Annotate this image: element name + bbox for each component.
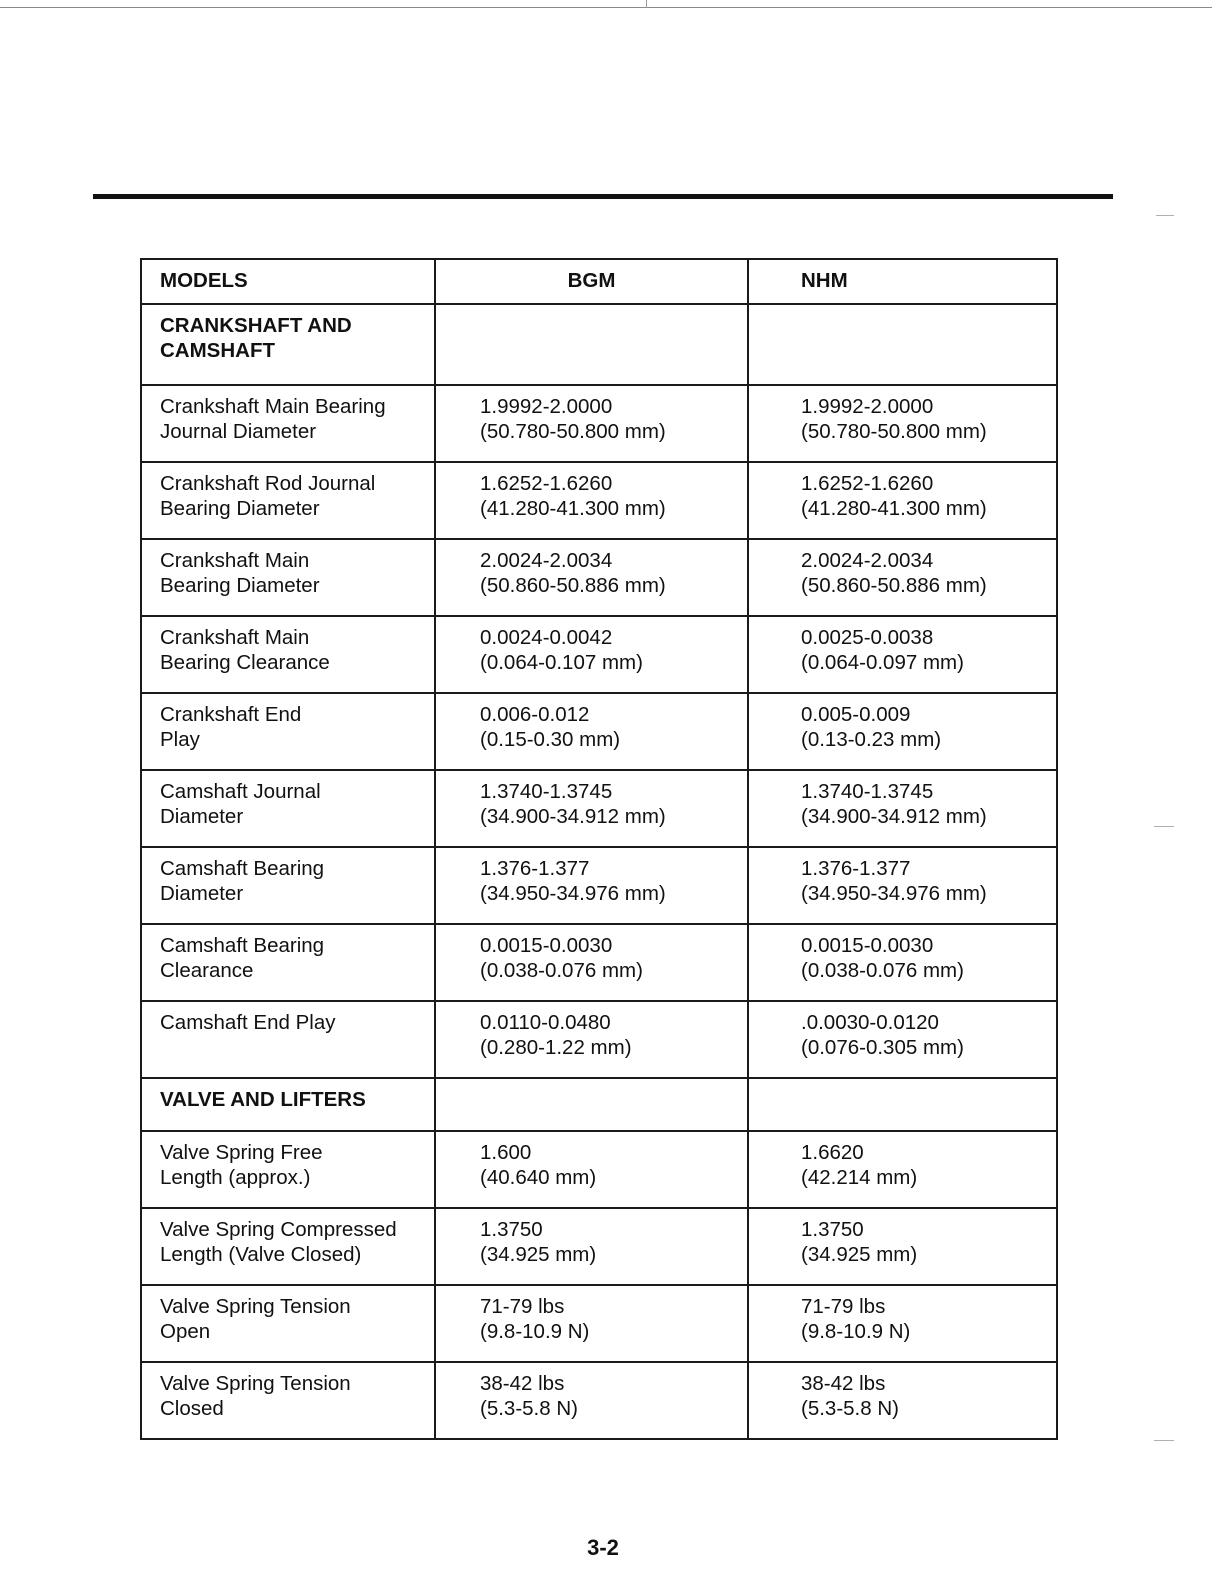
value-line: 38-42 lbs	[801, 1372, 886, 1395]
nhm-value-cell	[748, 1208, 1057, 1285]
bgm-value-cell	[435, 847, 748, 924]
value-line: 1.3740-1.3745	[801, 780, 934, 803]
spec-line: Bearing Diameter	[160, 574, 320, 597]
nhm-value-cell	[748, 1131, 1057, 1208]
spec-name-cell	[141, 924, 435, 1001]
spec-line: Clearance	[160, 959, 254, 982]
bgm-value-cell	[435, 539, 748, 616]
section-title-line: CAMSHAFT	[160, 339, 276, 362]
spec-name-cell	[141, 1001, 435, 1078]
section-title-line: CRANKSHAFT AND	[160, 314, 352, 337]
value-line: 1.3750	[480, 1218, 543, 1241]
bgm-value-cell	[435, 1362, 748, 1439]
value-line: (0.076-0.305 mm)	[801, 1036, 964, 1059]
section-row-valve	[141, 1078, 1057, 1131]
value-line: (9.8-10.9 N)	[801, 1320, 911, 1343]
spec-line: Valve Spring Compressed	[160, 1218, 397, 1241]
models-header: MODELS	[141, 259, 435, 304]
value-line: 0.0024-0.0042	[480, 626, 613, 649]
spec-line: Crankshaft Main	[160, 626, 310, 649]
value-line: 0.0015-0.0030	[801, 934, 934, 957]
value-line: (0.038-0.076 mm)	[480, 959, 643, 982]
value-line: (50.780-50.800 mm)	[801, 420, 987, 443]
spec-line: Camshaft Journal	[160, 780, 321, 803]
bgm-value-cell	[435, 770, 748, 847]
bgm-value-cell	[435, 1285, 748, 1362]
value-line: (50.860-50.886 mm)	[480, 574, 666, 597]
nhm-value-cell	[748, 693, 1057, 770]
table-row	[141, 616, 1057, 693]
value-line: (34.950-34.976 mm)	[801, 882, 987, 905]
spec-name-cell	[141, 693, 435, 770]
bgm-header: BGM	[435, 259, 748, 304]
value-line: (0.064-0.097 mm)	[801, 651, 964, 674]
spec-line: Crankshaft Main	[160, 549, 310, 572]
bgm-value-cell	[435, 924, 748, 1001]
spec-name-cell	[141, 616, 435, 693]
value-line: 1.9992-2.0000	[801, 395, 934, 418]
nhm-value-cell	[748, 1001, 1057, 1078]
value-line: 0.006-0.012	[480, 703, 590, 726]
spec-line: Diameter	[160, 882, 244, 905]
value-line: (0.280-1.22 mm)	[480, 1036, 632, 1059]
table-row	[141, 924, 1057, 1001]
nhm-value-cell	[748, 616, 1057, 693]
value-line: 2.0024-2.0034	[480, 549, 613, 572]
nhm-value-cell	[748, 770, 1057, 847]
value-line: (40.640 mm)	[480, 1166, 597, 1189]
value-line: 0.0025-0.0038	[801, 626, 934, 649]
bgm-value-cell	[435, 693, 748, 770]
spec-name-cell	[141, 539, 435, 616]
value-line: (42.214 mm)	[801, 1166, 918, 1189]
spec-line: Camshaft End Play	[160, 1011, 336, 1034]
table-row	[141, 539, 1057, 616]
spec-name-cell	[141, 770, 435, 847]
header-rule	[93, 194, 1113, 199]
empty-cell	[435, 1078, 748, 1131]
value-line: .0.0030-0.0120	[801, 1011, 939, 1034]
spec-line: Length (approx.)	[160, 1166, 311, 1189]
spec-line: Play	[160, 728, 200, 751]
bgm-value-cell	[435, 616, 748, 693]
value-line: (34.900-34.912 mm)	[480, 805, 666, 828]
value-line: 71-79 lbs	[801, 1295, 886, 1318]
scan-margin-mark	[1156, 215, 1174, 216]
spec-line: Open	[160, 1320, 211, 1343]
value-line: (34.950-34.976 mm)	[480, 882, 666, 905]
nhm-value-cell	[748, 385, 1057, 462]
bgm-value-cell	[435, 462, 748, 539]
nhm-value-cell	[748, 462, 1057, 539]
table-row	[141, 1131, 1057, 1208]
empty-cell	[748, 304, 1057, 385]
spec-name-cell	[141, 847, 435, 924]
value-line: 0.0110-0.0480	[480, 1011, 611, 1034]
top-tick-mark	[646, 0, 647, 8]
value-line: (0.15-0.30 mm)	[480, 728, 621, 751]
spec-name-cell	[141, 462, 435, 539]
value-line: (0.038-0.076 mm)	[801, 959, 964, 982]
spec-line: Diameter	[160, 805, 244, 828]
value-line: (0.13-0.23 mm)	[801, 728, 942, 751]
value-line: 1.3740-1.3745	[480, 780, 613, 803]
table-header-row	[141, 259, 1057, 304]
value-line: 71-79 lbs	[480, 1295, 565, 1318]
bgm-value-cell	[435, 1131, 748, 1208]
nhm-value-cell	[748, 1285, 1057, 1362]
table-row	[141, 462, 1057, 539]
value-line: (41.280-41.300 mm)	[801, 497, 987, 520]
section-title-valve: VALVE AND LIFTERS	[141, 1078, 435, 1131]
spec-line: Valve Spring Tension	[160, 1295, 351, 1318]
nhm-value-cell	[748, 539, 1057, 616]
value-line: (50.860-50.886 mm)	[801, 574, 987, 597]
spec-line: Camshaft Bearing	[160, 857, 325, 880]
value-line: (50.780-50.800 mm)	[480, 420, 666, 443]
value-line: 1.6252-1.6260	[801, 472, 934, 495]
empty-cell	[435, 304, 748, 385]
value-line: 1.9992-2.0000	[480, 395, 613, 418]
value-line: 1.600	[480, 1141, 532, 1164]
empty-cell	[748, 1078, 1057, 1131]
value-line: 1.6620	[801, 1141, 864, 1164]
spec-line: Valve Spring Free	[160, 1141, 323, 1164]
bgm-value-cell	[435, 385, 748, 462]
value-line: 38-42 lbs	[480, 1372, 565, 1395]
spec-line: Bearing Diameter	[160, 497, 320, 520]
spec-line: Closed	[160, 1397, 224, 1420]
spec-line: Length (Valve Closed)	[160, 1243, 362, 1266]
value-line: (34.925 mm)	[480, 1243, 597, 1266]
spec-line: Crankshaft Main Bearing	[160, 395, 386, 418]
table-row	[141, 1001, 1057, 1078]
table-row	[141, 1285, 1057, 1362]
spec-line: Crankshaft End	[160, 703, 302, 726]
table-row	[141, 770, 1057, 847]
table-row	[141, 1362, 1057, 1439]
specifications-table	[140, 258, 1058, 1440]
nhm-value-cell	[748, 1362, 1057, 1439]
value-line: 1.376-1.377	[480, 857, 590, 880]
spec-name-cell	[141, 385, 435, 462]
table-row	[141, 847, 1057, 924]
table-row	[141, 1208, 1057, 1285]
value-line: 0.0015-0.0030	[480, 934, 613, 957]
value-line: (41.280-41.300 mm)	[480, 497, 666, 520]
value-line: 1.3750	[801, 1218, 864, 1241]
value-line: 2.0024-2.0034	[801, 549, 934, 572]
spec-name-cell	[141, 1208, 435, 1285]
value-line: (5.3-5.8 N)	[480, 1397, 578, 1420]
section-title-crankshaft	[141, 304, 435, 385]
section-row-crankshaft	[141, 304, 1057, 385]
table-row	[141, 693, 1057, 770]
table-row	[141, 385, 1057, 462]
scan-margin-mark	[1154, 1440, 1174, 1441]
spec-name-cell	[141, 1362, 435, 1439]
spec-name-cell	[141, 1131, 435, 1208]
spec-name-cell	[141, 1285, 435, 1362]
value-line: (34.900-34.912 mm)	[801, 805, 987, 828]
spec-line: Journal Diameter	[160, 420, 317, 443]
value-line: (0.064-0.107 mm)	[480, 651, 643, 674]
value-line: (5.3-5.8 N)	[801, 1397, 899, 1420]
value-line: 1.376-1.377	[801, 857, 911, 880]
value-line: (34.925 mm)	[801, 1243, 918, 1266]
value-line: 1.6252-1.6260	[480, 472, 613, 495]
spec-line: Bearing Clearance	[160, 651, 330, 674]
bgm-value-cell	[435, 1208, 748, 1285]
spec-line: Camshaft Bearing	[160, 934, 325, 957]
spec-line: Valve Spring Tension	[160, 1372, 351, 1395]
top-hairline	[0, 7, 1212, 8]
scan-margin-mark	[1154, 826, 1174, 827]
nhm-header: NHM	[748, 259, 1057, 304]
bgm-value-cell	[435, 1001, 748, 1078]
nhm-value-cell	[748, 924, 1057, 1001]
nhm-value-cell	[748, 847, 1057, 924]
page-number: 3-2	[587, 1535, 619, 1560]
spec-line: Crankshaft Rod Journal	[160, 472, 376, 495]
value-line: 0.005-0.009	[801, 703, 911, 726]
value-line: (9.8-10.9 N)	[480, 1320, 590, 1343]
